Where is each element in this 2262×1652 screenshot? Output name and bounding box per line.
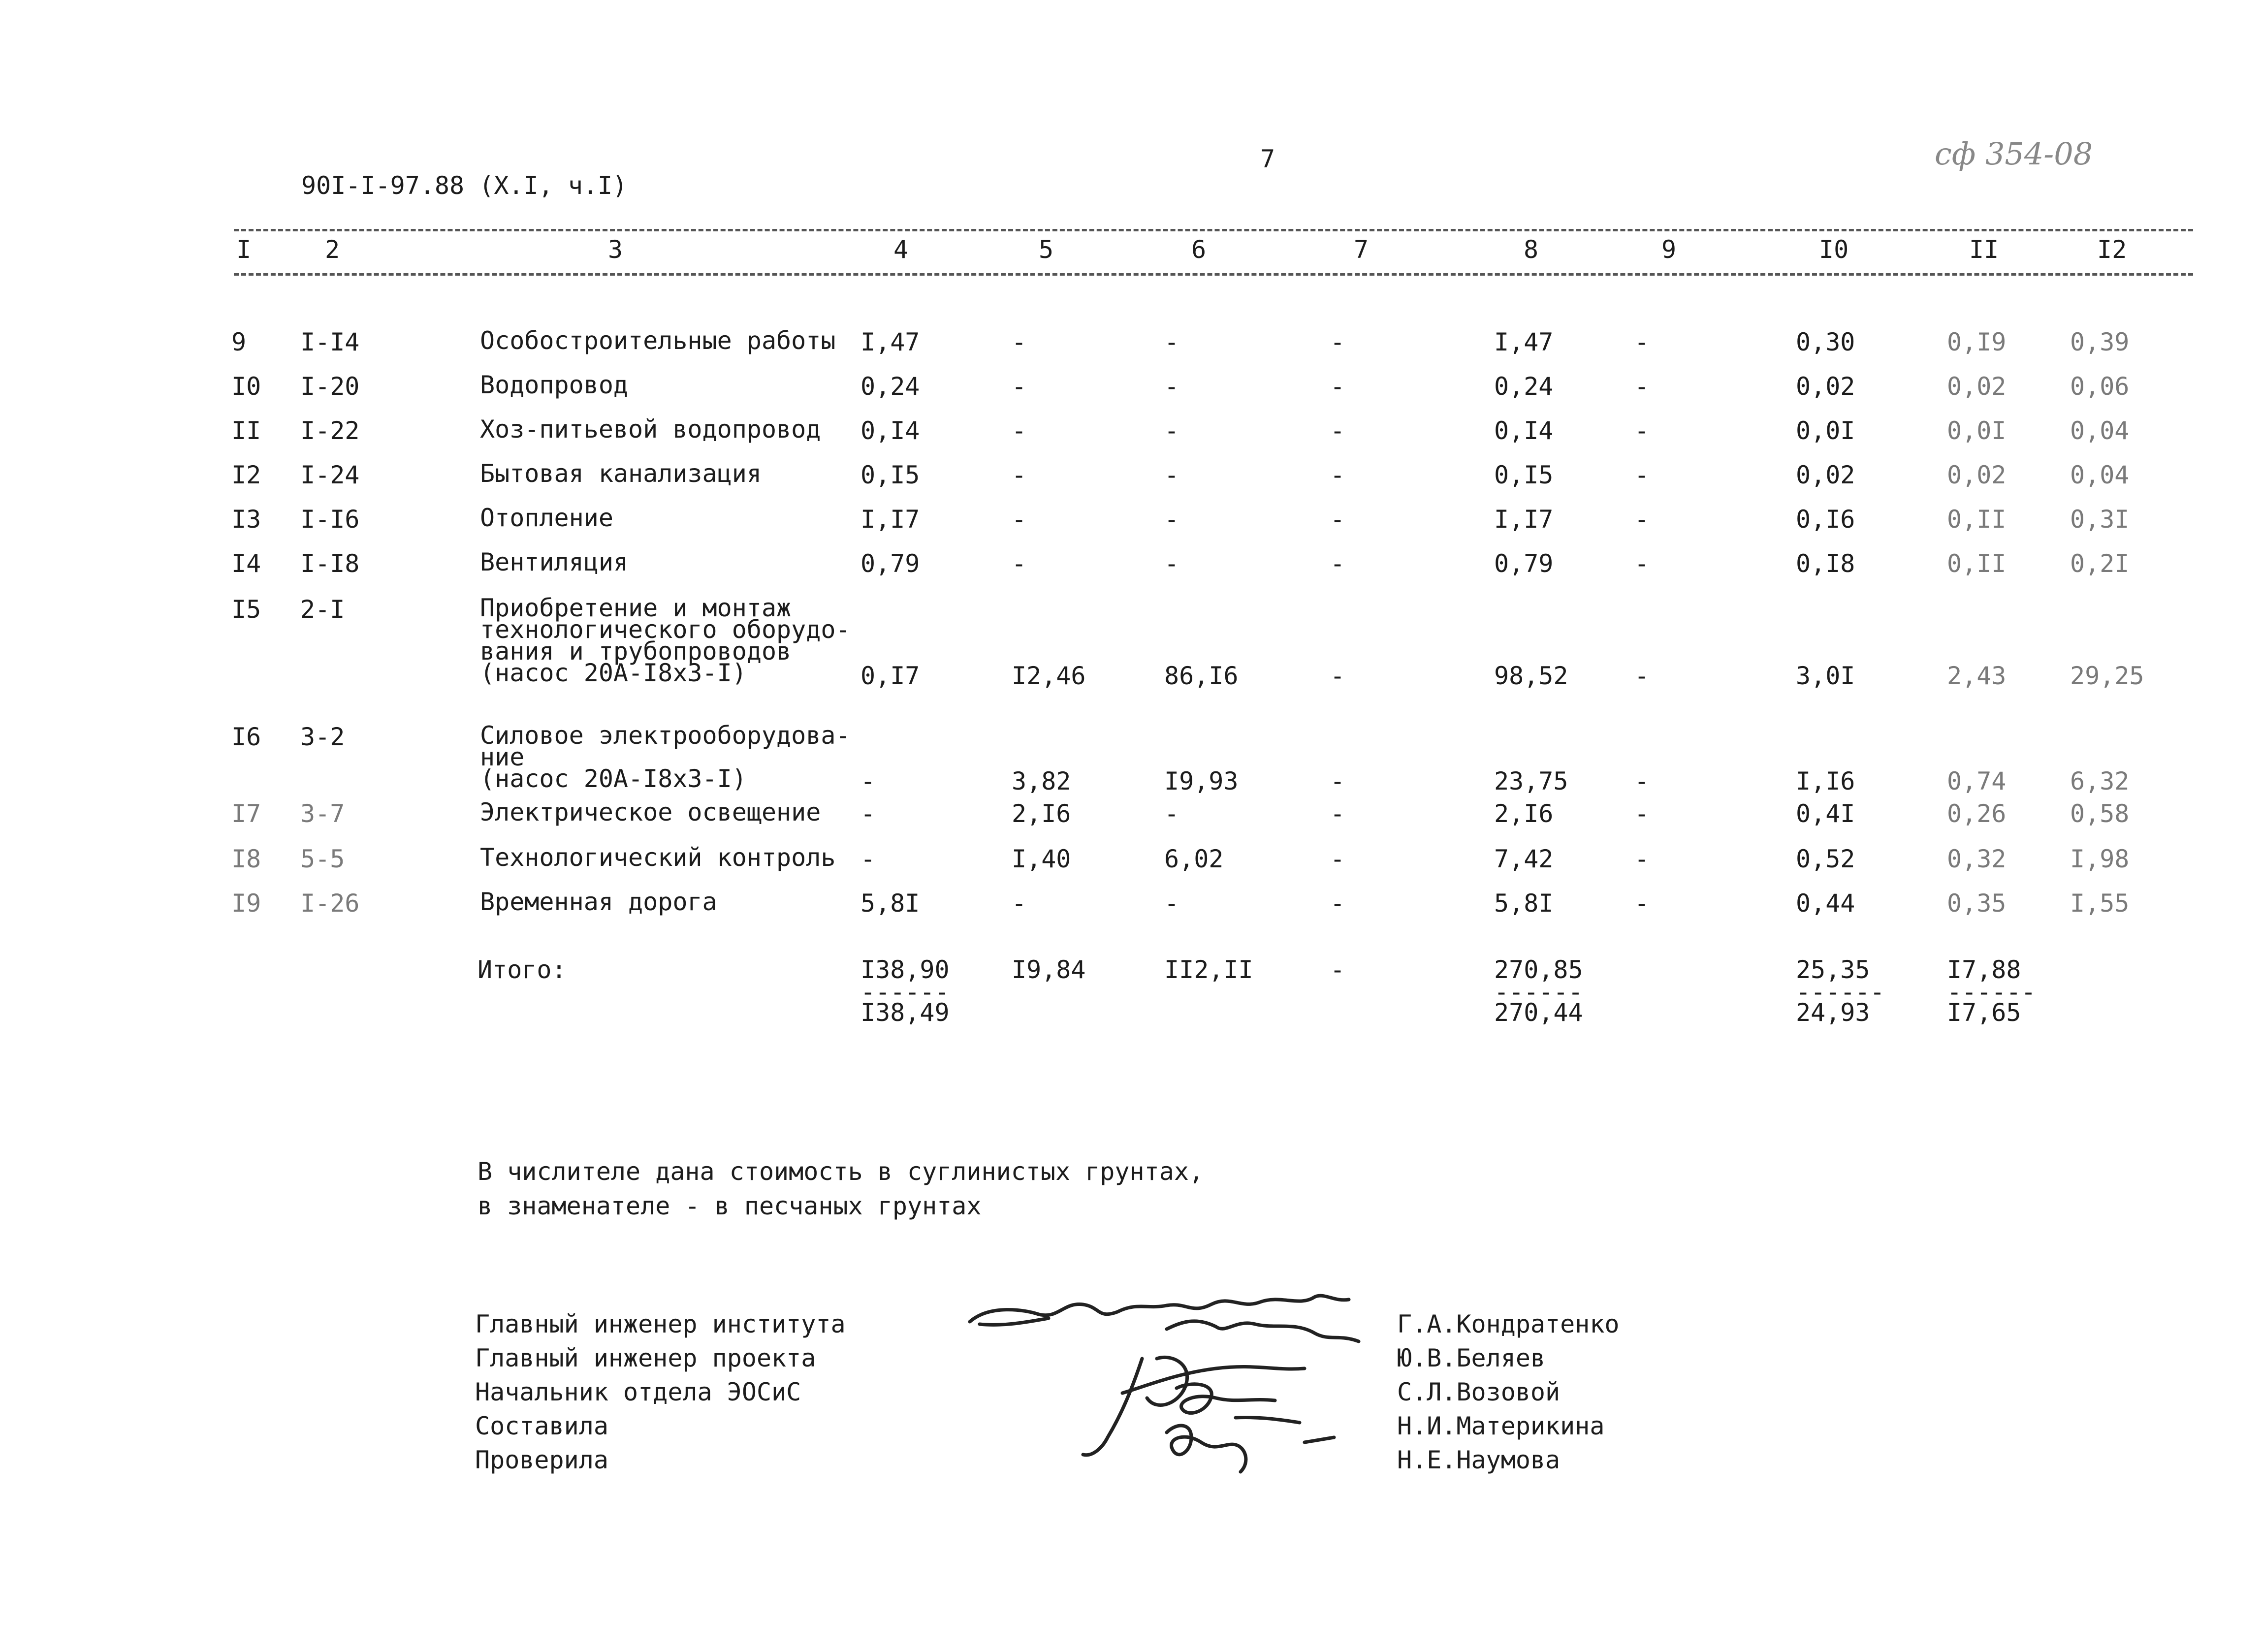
signature-name: Н.Е.Наумова	[1397, 1446, 1561, 1474]
row-cell-col6: 86,I6	[1164, 662, 1239, 690]
page-number: 7	[1260, 145, 1275, 173]
total-col10-bar: ------	[1796, 978, 1885, 1006]
row-cell-col7: -	[1330, 372, 1345, 401]
row-cell-col4: 0,I5	[860, 461, 920, 489]
row-cell-col5: 3,82	[1012, 767, 1071, 795]
document-code: 90I-I-97.88 (X.I, ч.I)	[301, 171, 628, 200]
row-cell-col8: 7,42	[1494, 845, 1554, 873]
row-cell-col7: -	[1330, 416, 1345, 445]
total-col4-bar: ------	[860, 978, 950, 1006]
note-line-2: в знаменателе - в песчаных грунтах	[478, 1192, 982, 1220]
total-col6: II2,II	[1164, 955, 1253, 984]
row-cell-col10: 0,52	[1796, 845, 1855, 873]
row-code: I-I4	[300, 328, 360, 356]
row-cell-col12: 0,06	[2070, 372, 2130, 401]
signature-role: Составила	[475, 1412, 608, 1440]
row-cell-col8: 0,I5	[1494, 461, 1554, 489]
row-cell-col11: 2,43	[1947, 662, 2007, 690]
row-cell-col10: I,I6	[1796, 767, 1855, 795]
total-col11-bar: ------	[1947, 978, 2036, 1006]
row-cell-col10: 0,I8	[1796, 549, 1855, 578]
row-cell-col10: 0,4I	[1796, 799, 1855, 828]
row-number: I3	[231, 505, 261, 534]
row-cell-col7: -	[1330, 461, 1345, 489]
row-cell-col11: 0,02	[1947, 461, 2007, 489]
row-cell-col8: 0,24	[1494, 372, 1554, 401]
row-cell-col6: -	[1164, 505, 1179, 534]
row-cell-col12: 29,25	[2070, 662, 2144, 690]
row-cell-col5: -	[1012, 461, 1027, 489]
row-number: II	[231, 416, 261, 445]
row-code: I-22	[300, 416, 360, 445]
row-cell-col8: 23,75	[1494, 767, 1568, 795]
column-header-1: I	[236, 235, 252, 264]
row-cell-col9: -	[1634, 461, 1650, 489]
row-cell-col8: I,47	[1494, 328, 1554, 356]
row-cell-col4: -	[860, 845, 876, 873]
row-cell-col6: -	[1164, 372, 1179, 401]
row-cell-col8: 98,52	[1494, 662, 1568, 690]
row-name: Хоз-питьевой водопровод	[480, 415, 821, 444]
row-name: Технологический контроль	[480, 843, 836, 872]
row-cell-col7: -	[1330, 328, 1345, 356]
total-col4-denominator: I38,49	[860, 998, 950, 1027]
header-rule-top	[234, 229, 2193, 231]
total-col10-numerator: 25,35	[1796, 955, 1870, 984]
row-cell-col8: 0,79	[1494, 549, 1554, 578]
row-cell-col4: 5,8I	[860, 889, 920, 918]
row-cell-col11: 0,74	[1947, 767, 2007, 795]
row-cell-col6: 6,02	[1164, 845, 1224, 873]
row-cell-col10: 0,0I	[1796, 416, 1855, 445]
row-cell-col6: -	[1164, 461, 1179, 489]
row-cell-col11: 0,02	[1947, 372, 2007, 401]
row-cell-col9: -	[1634, 372, 1650, 401]
row-cell-col8: 0,I4	[1494, 416, 1554, 445]
row-cell-col11: 0,26	[1947, 799, 2007, 828]
column-header-11: II	[1969, 235, 1999, 264]
row-number: I2	[231, 461, 261, 489]
row-number: I5	[231, 595, 261, 624]
row-cell-col10: 0,I6	[1796, 505, 1855, 534]
row-cell-col7: -	[1330, 799, 1345, 828]
column-header-10: I0	[1819, 235, 1849, 264]
row-cell-col5: -	[1012, 549, 1027, 578]
row-cell-col6: -	[1164, 328, 1179, 356]
row-number: I9	[231, 889, 261, 918]
column-header-3: 3	[608, 235, 623, 264]
row-cell-col12: 0,04	[2070, 461, 2130, 489]
row-cell-col9: -	[1634, 328, 1650, 356]
row-cell-col5: -	[1012, 505, 1027, 534]
column-header-7: 7	[1354, 235, 1369, 264]
row-cell-col4: -	[860, 799, 876, 828]
row-cell-col8: 5,8I	[1494, 889, 1554, 918]
row-cell-col10: 0,02	[1796, 461, 1855, 489]
row-cell-col12: I,55	[2070, 889, 2130, 918]
total-col11-denominator: I7,65	[1947, 998, 2021, 1027]
row-code: 5-5	[300, 845, 345, 873]
archive-stamp: сф 354-08	[1935, 136, 2093, 172]
row-name: Приобретение и монтаж технологического оборудо- вания и трубопроводов (насос 20А-I8х3-I)	[480, 594, 851, 687]
handwritten-signatures	[960, 1275, 1403, 1501]
row-cell-col6: -	[1164, 889, 1179, 918]
row-cell-col9: -	[1634, 416, 1650, 445]
row-cell-col11: 0,II	[1947, 505, 2007, 534]
signature-role: Главный инженер проекта	[475, 1344, 816, 1372]
total-col7: -	[1330, 955, 1345, 984]
column-header-6: 6	[1191, 235, 1207, 264]
row-code: I-20	[300, 372, 360, 401]
row-cell-col8: 2,I6	[1494, 799, 1554, 828]
total-col10-denominator: 24,93	[1796, 998, 1870, 1027]
row-cell-col4: -	[860, 767, 876, 795]
column-header-8: 8	[1524, 235, 1539, 264]
row-cell-col5: 2,I6	[1012, 799, 1071, 828]
row-cell-col7: -	[1330, 889, 1345, 918]
row-cell-col11: 0,0I	[1947, 416, 2007, 445]
row-number: I8	[231, 845, 261, 873]
total-col5: I9,84	[1012, 955, 1086, 984]
row-cell-col10: 0,30	[1796, 328, 1855, 356]
row-cell-col7: -	[1330, 845, 1345, 873]
row-cell-col9: -	[1634, 799, 1650, 828]
row-cell-col4: 0,I4	[860, 416, 920, 445]
row-cell-col12: 0,2I	[2070, 549, 2130, 578]
row-code: I-I6	[300, 505, 360, 534]
row-cell-col11: 0,35	[1947, 889, 2007, 918]
row-cell-col9: -	[1634, 662, 1650, 690]
row-name: Бытовая канализация	[480, 459, 762, 488]
signature-role: Главный инженер института	[475, 1310, 846, 1338]
row-name: Временная дорога	[480, 888, 717, 916]
row-cell-col9: -	[1634, 889, 1650, 918]
row-number: I6	[231, 723, 261, 751]
total-col8-denominator: 270,44	[1494, 998, 1583, 1027]
row-cell-col12: 0,04	[2070, 416, 2130, 445]
row-cell-col6: -	[1164, 416, 1179, 445]
row-name: Вентиляция	[480, 548, 629, 576]
total-col4-numerator: I38,90	[860, 955, 950, 984]
row-cell-col4: 0,79	[860, 549, 920, 578]
row-cell-col5: -	[1012, 372, 1027, 401]
row-name: Электрическое освещение	[480, 798, 821, 826]
row-code: 3-7	[300, 799, 345, 828]
row-cell-col5: I2,46	[1012, 662, 1086, 690]
column-header-2: 2	[325, 235, 340, 264]
row-cell-col6: -	[1164, 549, 1179, 578]
row-code: I-I8	[300, 549, 360, 578]
note-line-1: В числителе дана стоимость в суглинистых грунтах,	[478, 1157, 1204, 1186]
column-header-5: 5	[1039, 235, 1054, 264]
row-cell-col4: I,I7	[860, 505, 920, 534]
row-cell-col7: -	[1330, 767, 1345, 795]
column-header-12: I2	[2097, 235, 2127, 264]
row-cell-col10: 0,44	[1796, 889, 1855, 918]
row-code: I-26	[300, 889, 360, 918]
row-cell-col4: I,47	[860, 328, 920, 356]
row-cell-col12: I,98	[2070, 845, 2130, 873]
row-cell-col11: 0,I9	[1947, 328, 2007, 356]
row-cell-col12: 0,39	[2070, 328, 2130, 356]
signature-name: Г.А.Кондратенко	[1397, 1310, 1620, 1338]
row-code: 3-2	[300, 723, 345, 751]
column-header-4: 4	[893, 235, 909, 264]
signature-name: Ю.В.Беляев	[1397, 1344, 1546, 1372]
row-cell-col6: -	[1164, 799, 1179, 828]
row-number: I4	[231, 549, 261, 578]
row-cell-col9: -	[1634, 845, 1650, 873]
row-name: Отопление	[480, 504, 613, 532]
row-cell-col9: -	[1634, 767, 1650, 795]
total-col8-numerator: 270,85	[1494, 955, 1583, 984]
header-rule-bottom	[234, 273, 2193, 276]
row-cell-col12: 0,3I	[2070, 505, 2130, 534]
row-cell-col5: I,40	[1012, 845, 1071, 873]
row-cell-col6: I9,93	[1164, 767, 1239, 795]
row-code: 2-I	[300, 595, 345, 624]
row-number: 9	[231, 328, 247, 356]
row-name: Силовое электрооборудова- ние (насос 20А-I8х3-I)	[480, 721, 851, 793]
row-number: I7	[231, 799, 261, 828]
row-number: I0	[231, 372, 261, 401]
row-cell-col10: 3,0I	[1796, 662, 1855, 690]
signature-name: Н.И.Материкина	[1397, 1412, 1605, 1440]
row-cell-col5: -	[1012, 328, 1027, 356]
total-col11-numerator: I7,88	[1947, 955, 2021, 984]
row-cell-col9: -	[1634, 549, 1650, 578]
signature-name: С.Л.Возовой	[1397, 1378, 1561, 1406]
signature-role: Начальник отдела ЭОСиС	[475, 1378, 801, 1406]
row-cell-col12: 6,32	[2070, 767, 2130, 795]
row-cell-col4: 0,24	[860, 372, 920, 401]
row-cell-col7: -	[1330, 505, 1345, 534]
row-name: Водопровод	[480, 371, 629, 399]
signature-role: Проверила	[475, 1446, 608, 1474]
row-name: Особостроительные работы	[480, 326, 836, 355]
row-code: I-24	[300, 461, 360, 489]
total-col8-bar: ------	[1494, 978, 1583, 1006]
row-cell-col12: 0,58	[2070, 799, 2130, 828]
column-header-9: 9	[1661, 235, 1677, 264]
row-cell-col5: -	[1012, 416, 1027, 445]
row-cell-col11: 0,II	[1947, 549, 2007, 578]
row-cell-col7: -	[1330, 662, 1345, 690]
row-cell-col5: -	[1012, 889, 1027, 918]
row-cell-col9: -	[1634, 505, 1650, 534]
row-cell-col4: 0,I7	[860, 662, 920, 690]
row-cell-col7: -	[1330, 549, 1345, 578]
row-cell-col8: I,I7	[1494, 505, 1554, 534]
total-label: Итого:	[478, 955, 567, 984]
row-cell-col11: 0,32	[1947, 845, 2007, 873]
row-cell-col10: 0,02	[1796, 372, 1855, 401]
